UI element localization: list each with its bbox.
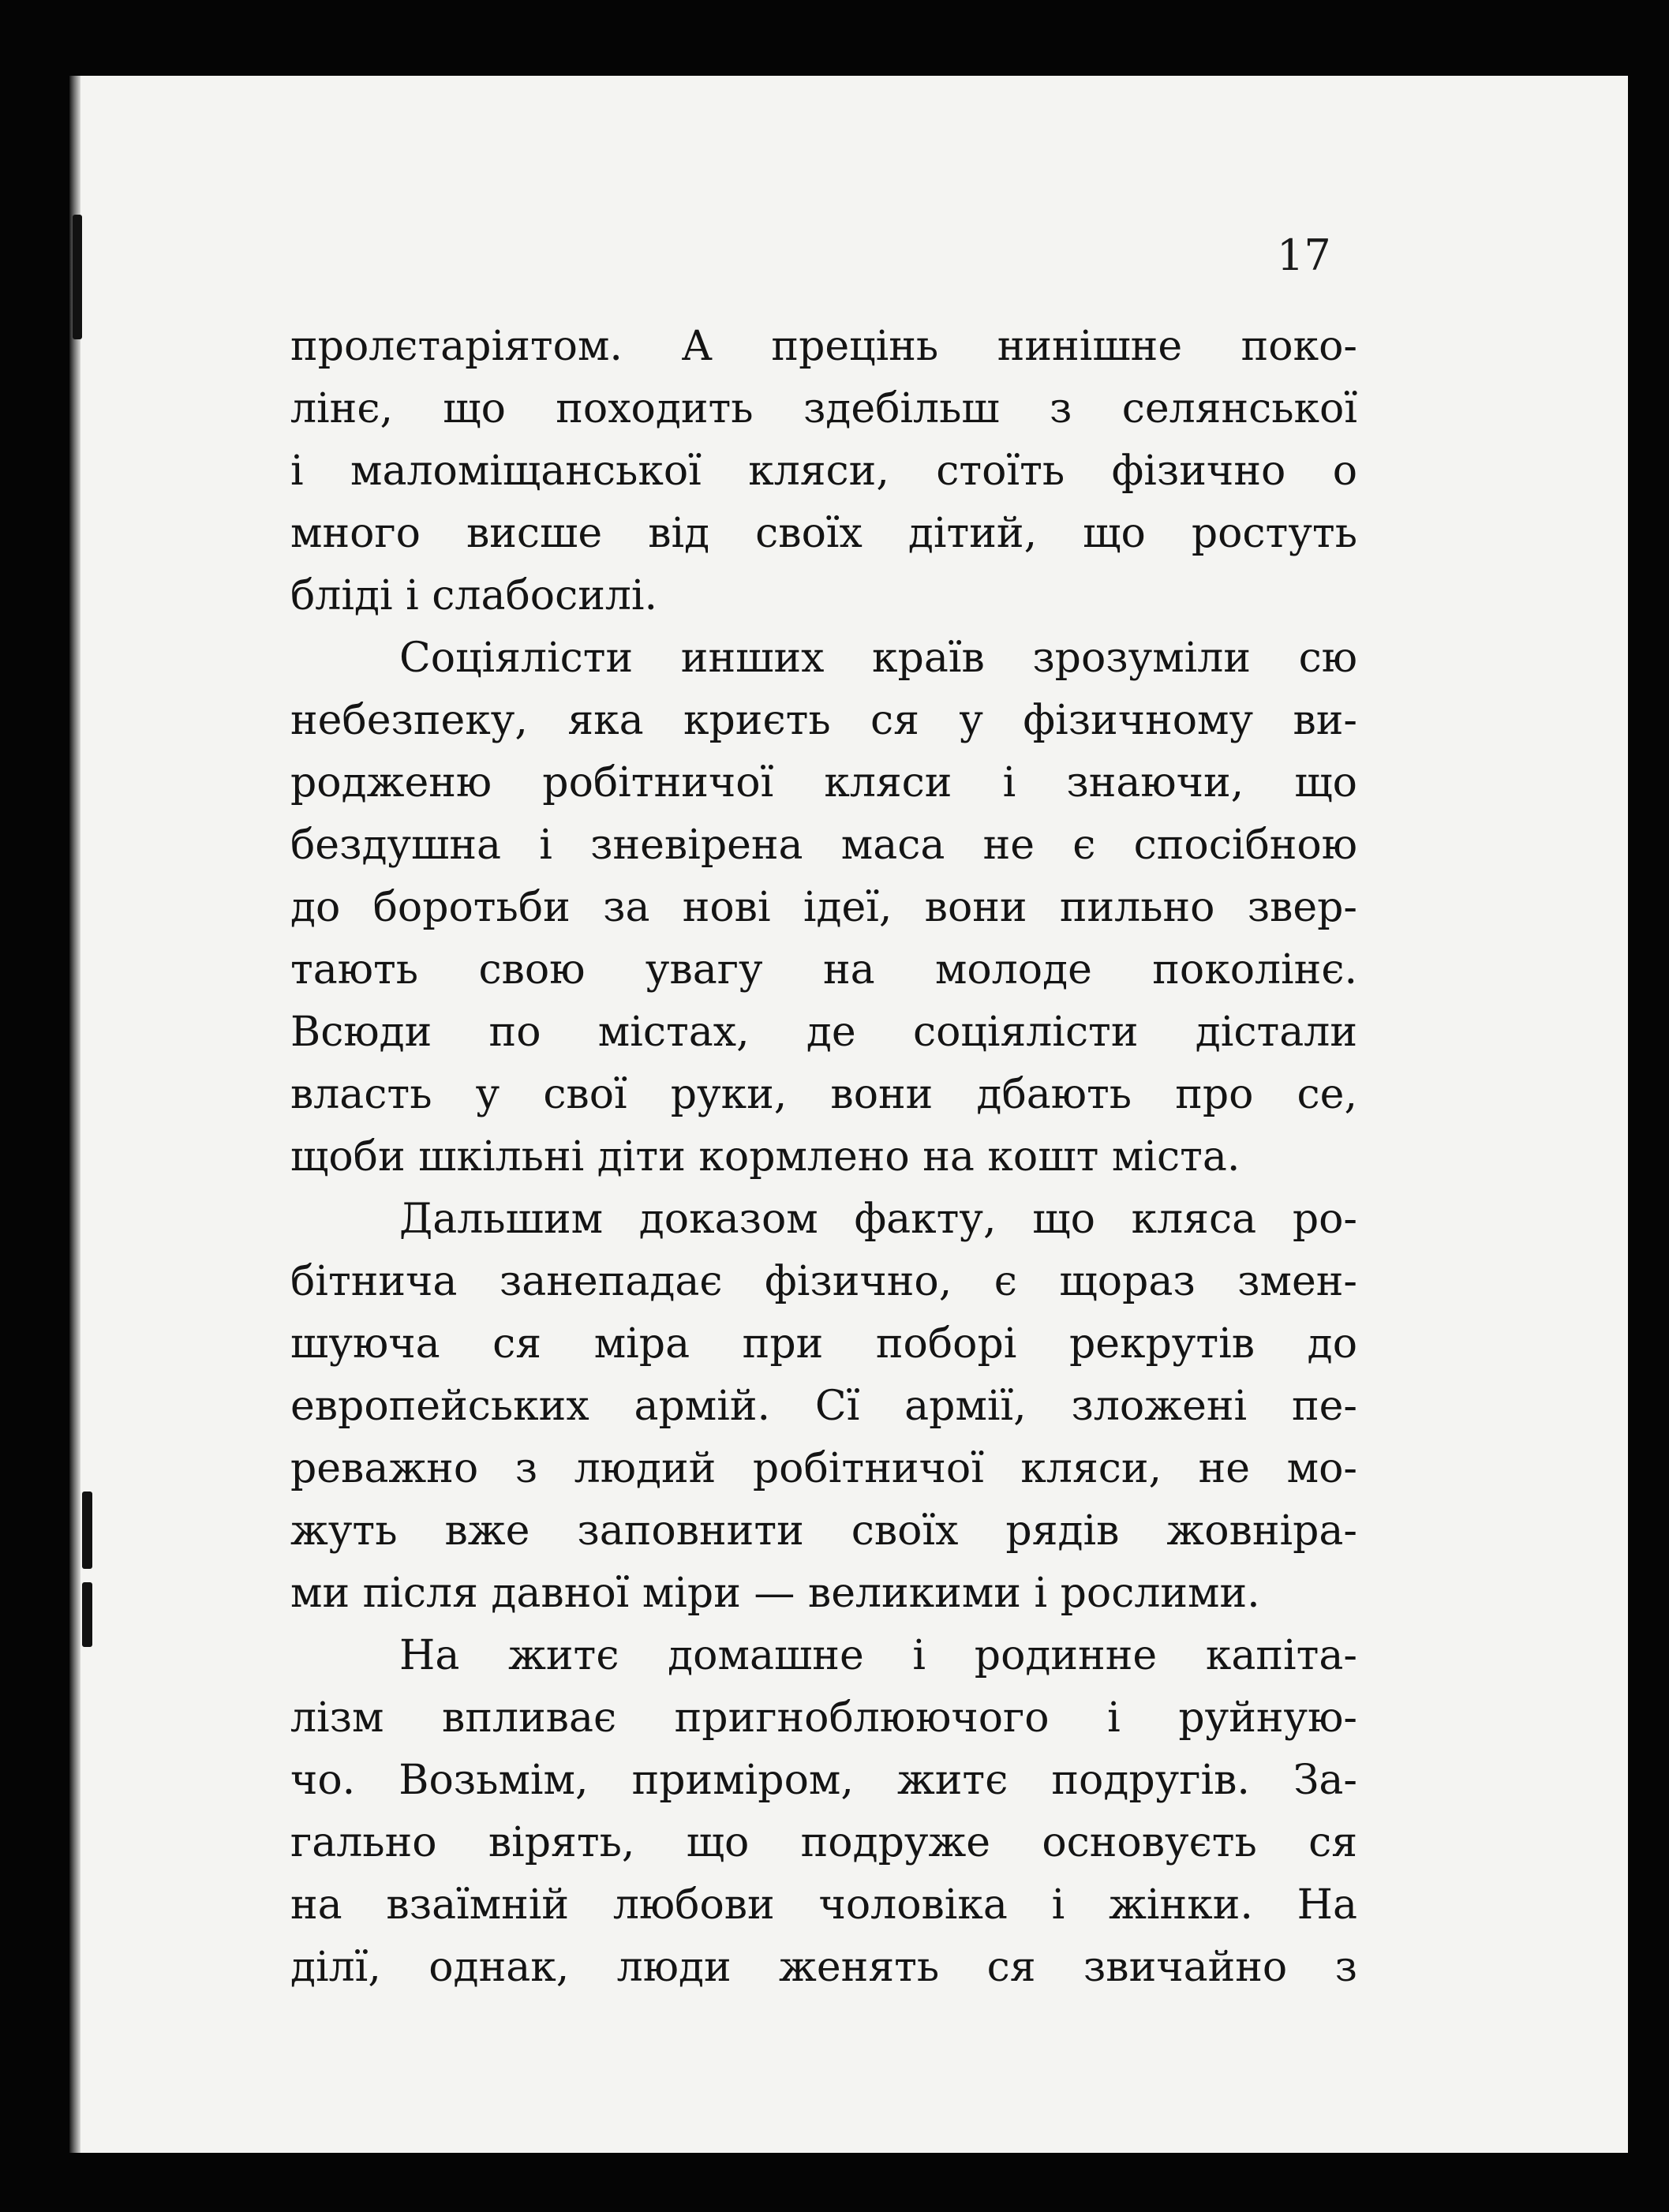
text-line: жуть вже заповнити своїх рядів жовніра-: [290, 1507, 1357, 1555]
text-line: лінє, що походить здебільш з селянської: [290, 385, 1357, 432]
text-line: много висше від своїх дітий, що ростуть: [290, 510, 1357, 557]
binding-mark-lower-1: [82, 1492, 92, 1569]
text-line: европейських армій. Сї армії, зложені пе-: [290, 1383, 1357, 1430]
page-number: 17: [1277, 230, 1331, 280]
binding-mark-upper: [73, 215, 82, 339]
text-line: пролєтаріятом. А прецінь нинішне поко-: [290, 323, 1357, 370]
binding-mark-lower-2: [82, 1582, 92, 1647]
text-line: шуюча ся міра при поборі рекрутів до: [290, 1320, 1357, 1368]
text-line: родженю робітничої кляси і знаючи, що: [290, 759, 1357, 807]
text-line: і маломіщанської кляси, стоїть фізично о: [290, 447, 1357, 495]
text-line: чо. Возьмім, приміром, житє подругів. За-: [290, 1757, 1357, 1804]
body-text: [290, 316, 1357, 1999]
text-line: реважно з людий робітничої кляси, не мо-: [290, 1445, 1357, 1492]
page-binding-edge: [69, 76, 80, 2153]
text-line: На житє домашне і родинне капіта-: [399, 1632, 1357, 1679]
text-line: щоби шкільні діти кормлено на кошт міста.: [290, 1133, 1241, 1181]
text-line: Дальшим доказом факту, що кляса ро-: [399, 1196, 1357, 1243]
text-line: до боротьби за нові ідеї, вони пильно звер-: [290, 884, 1357, 931]
text-line: ділї, однак, люди женять ся звичайно з: [290, 1944, 1357, 1991]
text-line: гально вірять, що подруже основуєть ся: [290, 1819, 1357, 1866]
text-line: Всюди по містах, де соціялісти дістали: [290, 1009, 1357, 1056]
text-line: бітнича занепадає фізично, є щораз змен-: [290, 1258, 1357, 1305]
text-line: бездушна і зневірена маса не є спосібною: [290, 822, 1357, 869]
text-line: ми після давної міри — великими і рослими.: [290, 1570, 1260, 1617]
text-line: лізм впливає пригноблюючого і руйную-: [290, 1694, 1357, 1742]
text-line: власть у свої руки, вони дбають про се,: [290, 1071, 1357, 1118]
text-line: небезпеку, яка криєть ся у фізичному ви-: [290, 697, 1357, 744]
text-line: тають свою увагу на молоде поколінє.: [290, 946, 1357, 994]
text-line: бліді і слабосилі.: [290, 572, 658, 619]
text-line: Соціялісти инших країв зрозуміли сю: [399, 634, 1357, 682]
text-line: на взаїмній любови чоловіка і жінки. На: [290, 1881, 1357, 1929]
